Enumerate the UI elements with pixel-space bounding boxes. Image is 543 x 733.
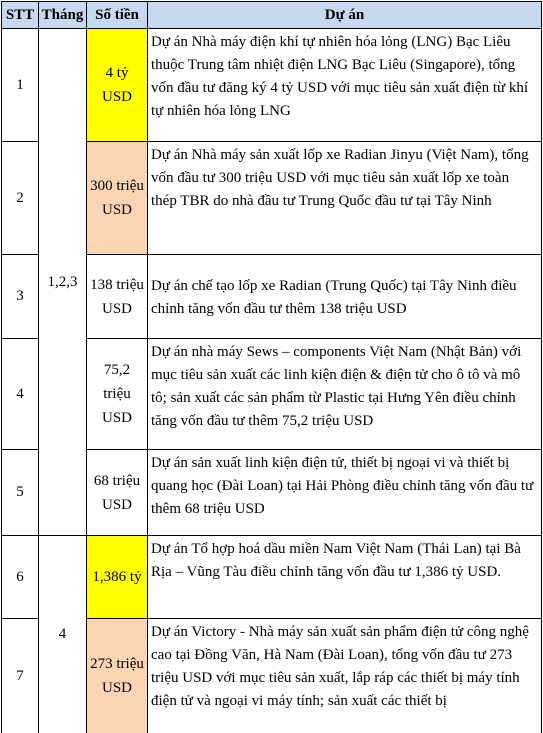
table-row bbox=[2, 29, 542, 142]
row-amount: 68 triệu USD bbox=[87, 450, 148, 536]
month-group: 4 bbox=[39, 536, 87, 733]
row-amount: 300 triệu USD bbox=[87, 142, 148, 255]
header-so-tien: Số tiền bbox=[87, 2, 148, 29]
row-amount: 1,386 tỷ bbox=[87, 536, 148, 619]
header-row bbox=[2, 2, 542, 29]
row-stt: 6 bbox=[2, 536, 39, 619]
row-description: Dự án sản xuất linh kiện điện tử, thiết bị ngoại vi và thiết bị quang học (Đài Loan) tại Hải Phòng điều chỉnh tăng vốn đầu tư thêm 68 triệu USD bbox=[148, 450, 542, 536]
row-amount: 4 tỷ USD bbox=[87, 29, 148, 142]
row-description: Dự án nhà máy Sews – components Việt Nam (Nhật Bản) với mục tiêu sản xuất các linh kiện điện & điện tử cho ô tô và mô tô; sản xuất các sản phẩm từ Plastic tại Hưng Yên điều chỉnh tăng vốn đầu tư thêm 75,2 triệu USD bbox=[148, 339, 542, 450]
header-thang: Tháng bbox=[39, 2, 87, 29]
row-stt: 2 bbox=[2, 142, 39, 255]
row-amount: 75,2 triệu USD bbox=[87, 339, 148, 450]
header-stt: STT bbox=[2, 2, 39, 29]
row-description: Dự án chế tạo lốp xe Radian (Trung Quốc) tại Tây Ninh điều chỉnh tăng vốn đầu tư thêm 138 triệu USD bbox=[148, 255, 542, 339]
investment-table bbox=[1, 1, 542, 733]
row-description: Dự án Nhà máy điện khí tự nhiên hóa lỏng (LNG) Bạc Liêu thuộc Trung tâm nhiệt điện LNG Bạc Liêu (Singapore), tổng vốn đầu tư đăng ký 4 tỷ USD với mục tiêu sản xuất điện từ khí tự nhiên hóa lỏng LNG bbox=[148, 29, 542, 142]
row-description: Dự án Nhà máy sản xuất lốp xe Radian Jinyu (Việt Nam), tổng vốn đầu tư 300 triệu USD với mục tiêu sản xuất lốp xe toàn thép TBR do nhà đầu tư Trung Quốc đầu tư tại Tây Ninh bbox=[148, 142, 542, 255]
row-stt: 7 bbox=[2, 619, 39, 733]
row-amount: 273 triệu USD bbox=[87, 619, 148, 733]
row-stt: 4 bbox=[2, 339, 39, 450]
row-description: Dự án Tổ hợp hoá dầu miền Nam Việt Nam (Thái Lan) tại Bà Rịa – Vũng Tàu điều chỉnh tăng vốn đầu tư 1,386 tỷ USD. bbox=[148, 536, 542, 619]
row-description: Dự án Victory - Nhà máy sản xuất sản phẩm điện tử công nghệ cao tại Đồng Văn, Hà Nam (Đài Loan), tổng vốn đầu tư 273 triệu USD với mục tiêu sản xuất, lắp ráp các thiết bị máy tính điện tử và ngoại vi máy tính; sản xuất các thiết bị bbox=[148, 619, 542, 733]
month-group: 1,2,3 bbox=[39, 29, 87, 536]
row-stt: 1 bbox=[2, 29, 39, 142]
row-amount: 138 triệu USD bbox=[87, 255, 148, 339]
row-stt: 5 bbox=[2, 450, 39, 536]
header-du-an: Dự án bbox=[148, 2, 542, 29]
table-row bbox=[2, 536, 542, 619]
row-stt: 3 bbox=[2, 255, 39, 339]
